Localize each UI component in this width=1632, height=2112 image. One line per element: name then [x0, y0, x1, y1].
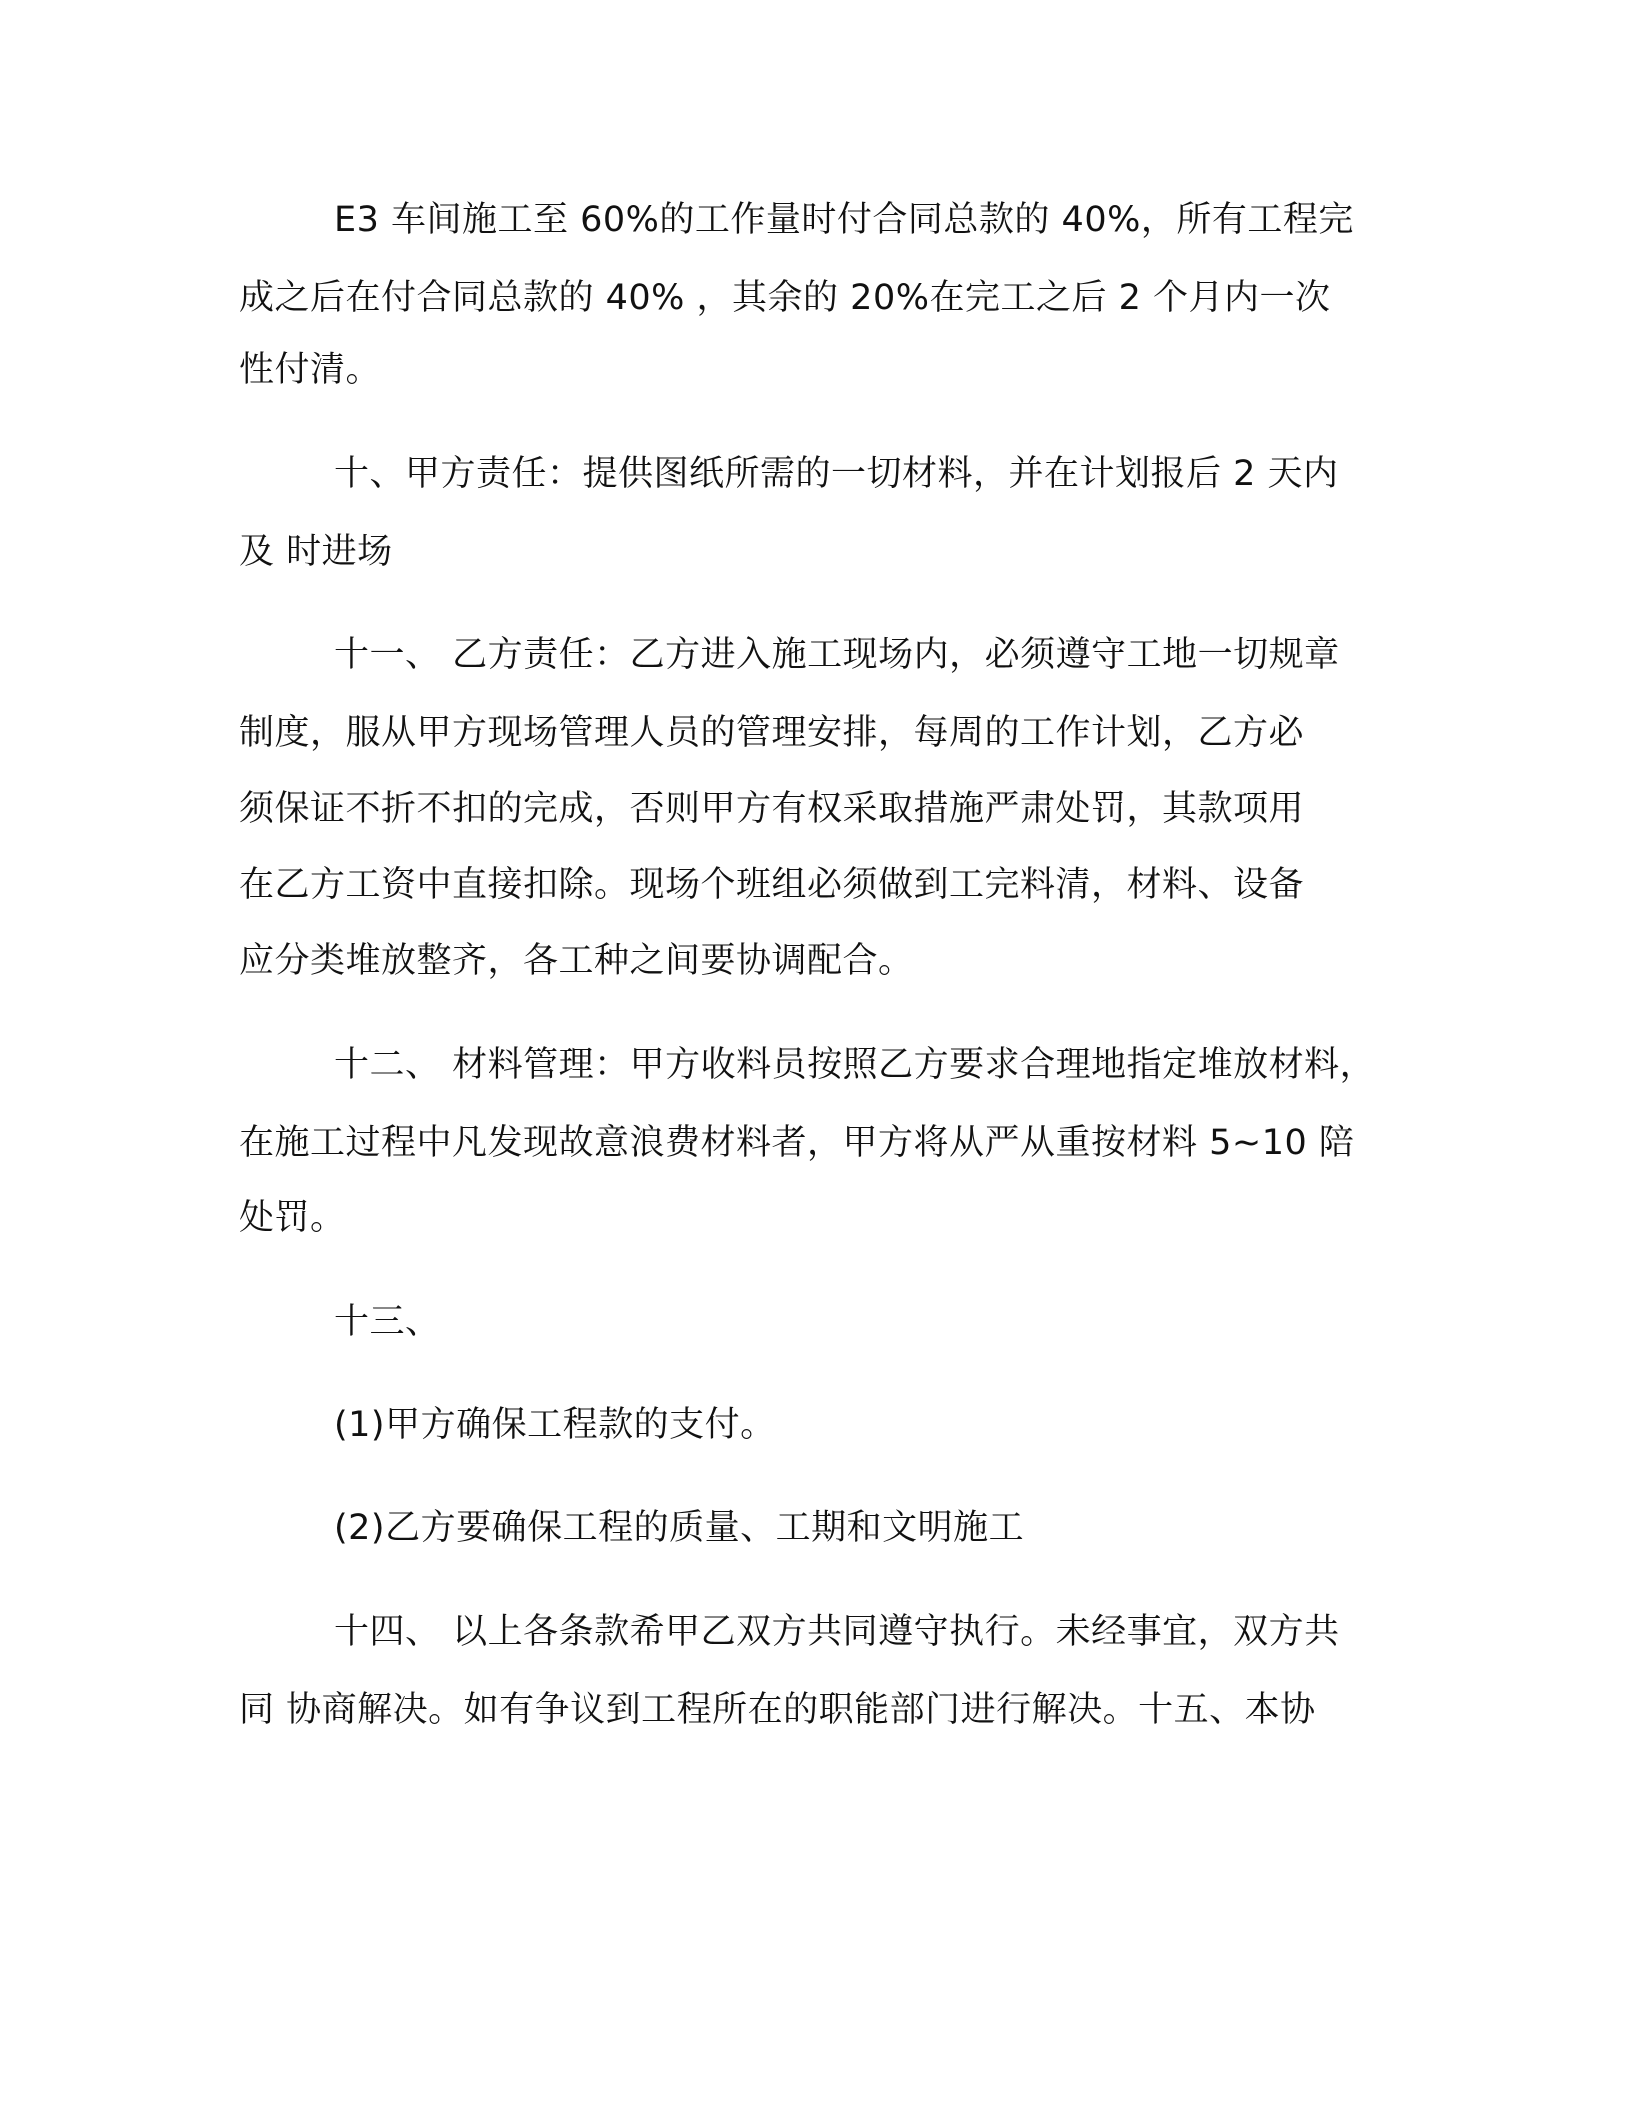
text-line: 十、甲方责任：提供图纸所需的一切材料，并在计划报后 2 天内: [334, 454, 1339, 494]
text-line: 成之后在付合同总款的 40% ，其余的 20%在完工之后 2 个月内一次: [239, 278, 1331, 318]
text-line: 性付清。: [239, 350, 382, 390]
text-line: 处罚。: [239, 1198, 346, 1238]
text-line: 十四、 以上各条款希甲乙双方共同遵守执行。未经事宜，双方共: [334, 1612, 1340, 1652]
text-line: E3 车间施工至 60%的工作量时付合同总款的 40%，所有工程完: [334, 200, 1354, 240]
text-line: 在乙方工资中直接扣除。现场个班组必须做到工完料清，材料、设备: [239, 865, 1305, 905]
text-line: (1)甲方确保工程款的支付。: [334, 1405, 776, 1445]
text-line: 制度，服从甲方现场管理人员的管理安排，每周的工作计划，乙方必: [239, 713, 1305, 753]
text-line: 十二、 材料管理：甲方收料员按照乙方要求合理地指定堆放材料，: [334, 1045, 1376, 1085]
text-line: 十三、: [334, 1302, 441, 1342]
text-line: 应分类堆放整齐，各工种之间要协调配合。: [239, 941, 914, 981]
text-line: 在施工过程中凡发现故意浪费材料者，甲方将从严从重按材料 5~10 陪: [239, 1123, 1355, 1163]
text-line: 同 协商解决。如有争议到工程所在的职能部门进行解决。十五、本协: [239, 1690, 1316, 1730]
text-line: 及 时进场: [239, 532, 393, 572]
text-line: 十一、 乙方责任：乙方进入施工现场内，必须遵守工地一切规章: [334, 635, 1340, 675]
text-line: 须保证不折不扣的完成，否则甲方有权采取措施严肃处罚，其款项用: [239, 789, 1305, 829]
text-line: (2)乙方要确保工程的质量、工期和文明施工: [334, 1508, 1025, 1548]
